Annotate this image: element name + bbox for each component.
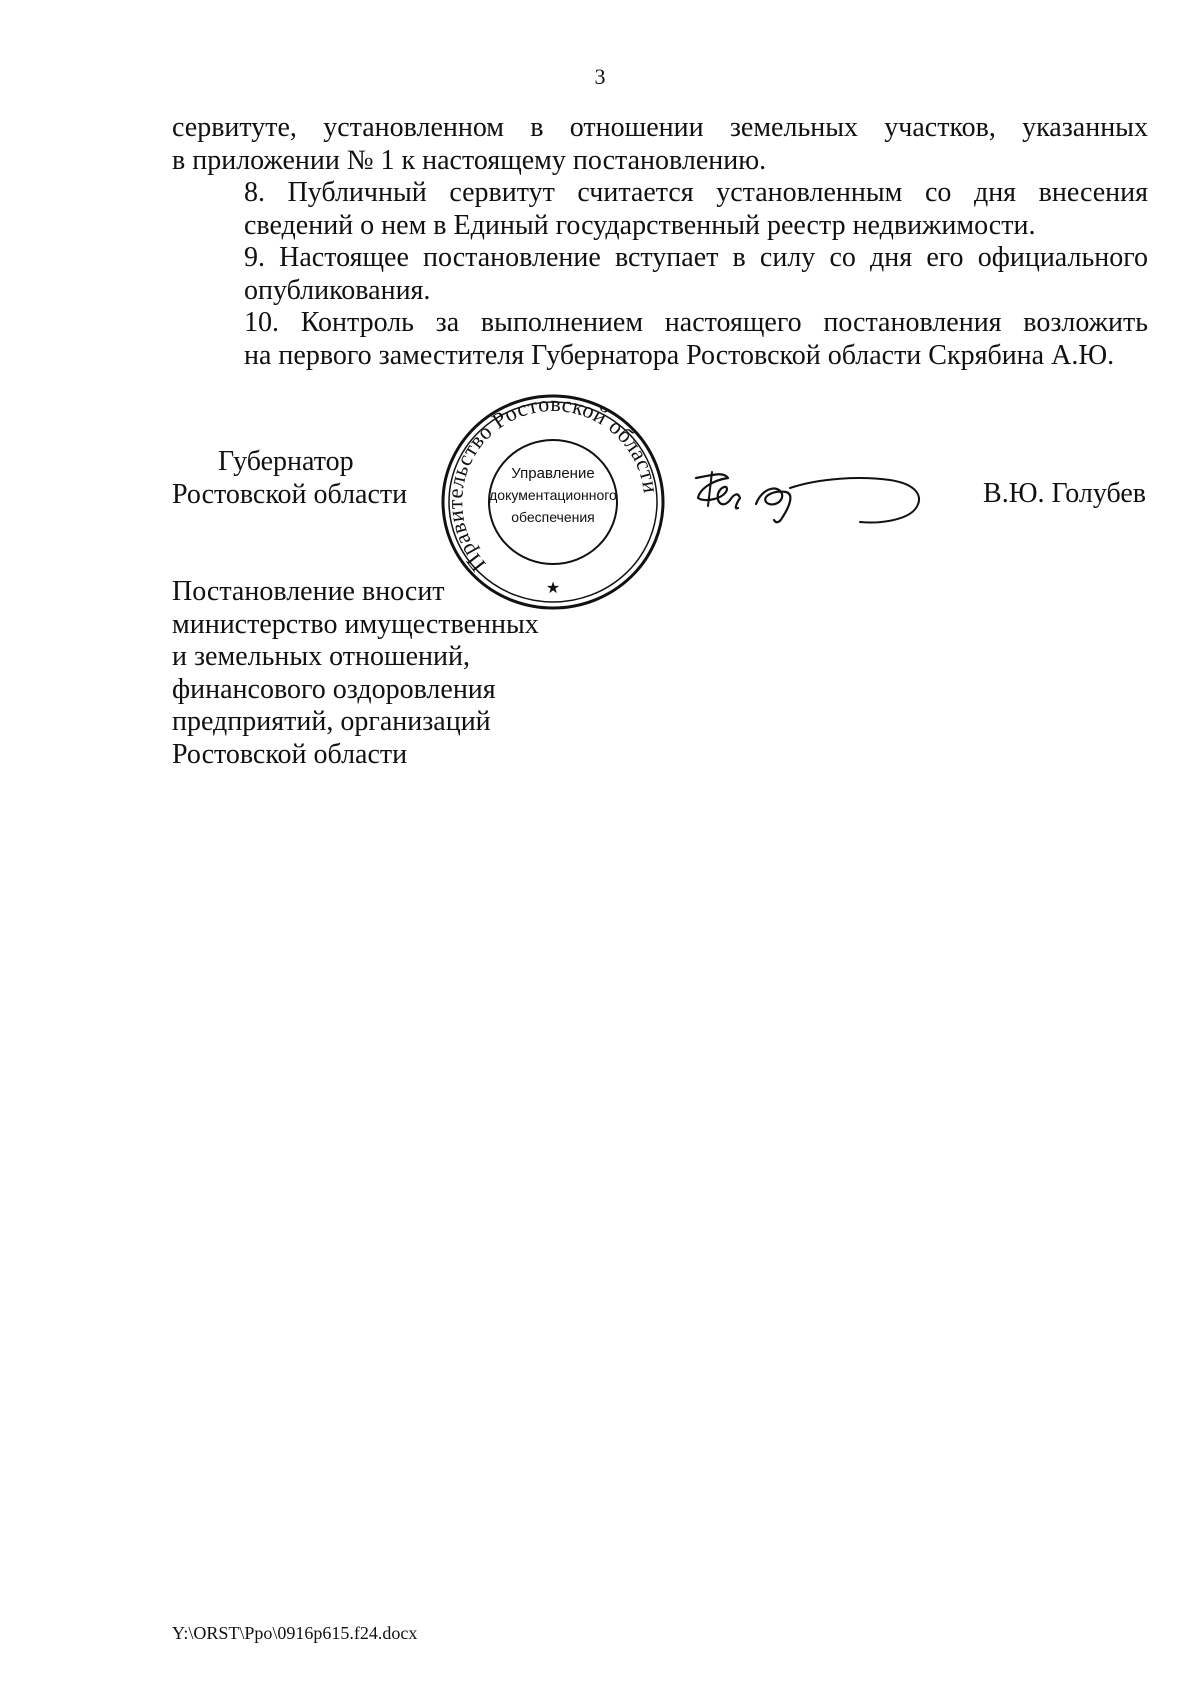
page-number: 3	[594, 64, 606, 89]
file-path-footer: Y:\ORST\Ppo\0916p615.f24.docx	[172, 1623, 418, 1643]
text-line: 10. Контроль за выполнением настоящего постановления возложить	[244, 307, 1148, 338]
signer-name: В.Ю. Голубев	[983, 478, 1146, 509]
body-text	[172, 112, 1148, 372]
paragraph-9	[172, 242, 1148, 307]
text-line: в приложении № 1 к настоящему постановлению.	[172, 144, 767, 176]
text-line: опубликования.	[244, 274, 431, 306]
submitter-line: финансового оздоровления	[172, 673, 496, 705]
text-line: сервитуте, установленном в отношении земельных участков, указанных	[172, 112, 1148, 143]
submitter-note	[172, 576, 539, 771]
submitter-line: Ростовской области	[172, 738, 408, 770]
paragraph-8	[172, 177, 1148, 242]
text-line: 9. Настоящее постановление вступает в силу со дня его официального	[244, 242, 1148, 273]
seal-inner-line2: документационного	[489, 487, 617, 503]
text-line: 8. Публичный сервитут считается установленным со дня внесения	[244, 177, 1148, 208]
text-line: на первого заместителя Губернатора Ростовской области Скрябина А.Ю.	[244, 339, 1115, 371]
submitter-line: Постановление вносит	[172, 576, 445, 607]
submitter-line: министерство имущественных	[172, 608, 539, 640]
signatory-title-line1: Губернатор	[218, 446, 354, 477]
seal-outer-text: Правительство Ростовской области	[442, 392, 664, 577]
text-line: сведений о нем в Единый государственный реестр недвижимости.	[244, 209, 1036, 241]
seal-inner-line1: Управление	[511, 465, 595, 482]
submitter-line: предприятий, организаций	[172, 706, 491, 737]
seal-star-icon: ★	[545, 580, 561, 597]
seal-inner-line3: обеспечения	[511, 509, 595, 525]
submitter-line: и земельных отношений,	[172, 641, 470, 672]
paragraph-10	[172, 307, 1148, 372]
paragraph-servitude-continuation	[172, 112, 1148, 177]
svg-text:Правительство Ростовской облас	[442, 392, 664, 577]
signatory-title	[172, 446, 407, 511]
handwritten-signature	[690, 464, 930, 536]
signatory-title-line2: Ростовской области	[172, 478, 408, 510]
